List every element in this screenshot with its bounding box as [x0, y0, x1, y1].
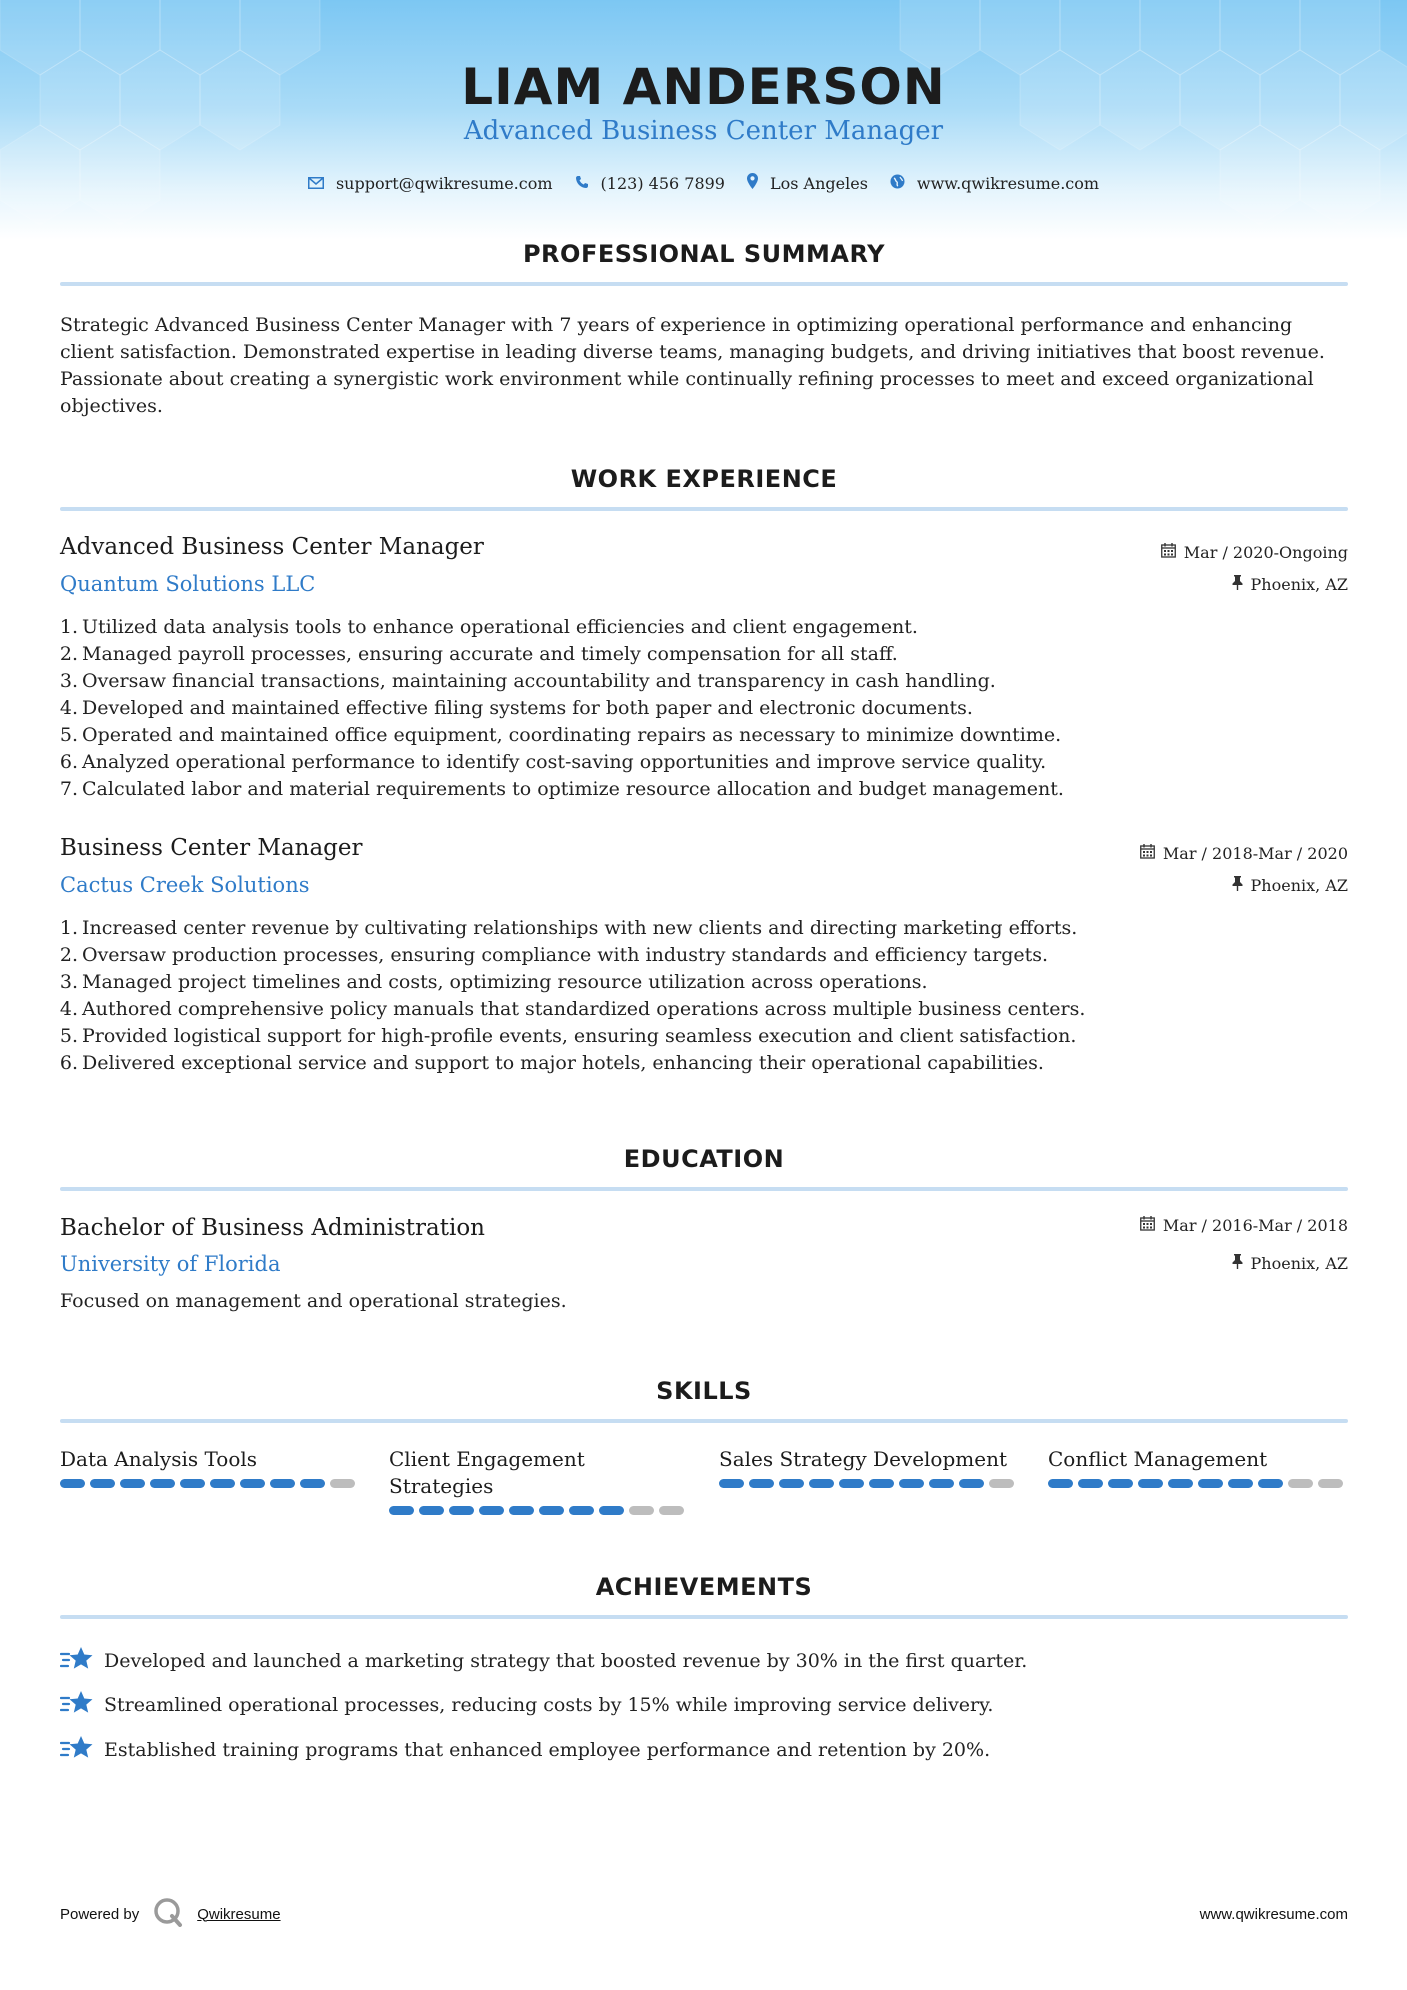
calendar-icon: [1161, 543, 1176, 562]
skill-segment-empty: [330, 1479, 355, 1488]
education-dates: [1140, 1216, 1348, 1235]
skill-segment-filled: [1138, 1479, 1163, 1488]
job-title: Business Center Manager: [60, 835, 363, 861]
education-location: [1232, 1254, 1348, 1273]
contact-bar: [0, 173, 1407, 193]
section-title-skills: SKILLS: [656, 1377, 752, 1405]
calendar-icon: [1140, 1216, 1155, 1235]
list-item: 1. Increased center revenue by cultivating relationships with new clients and directing marketing efforts.: [59, 917, 1078, 939]
star-icon: [60, 1689, 94, 1721]
skill-item: [1048, 1446, 1348, 1488]
skill-segment-filled: [1228, 1479, 1253, 1488]
candidate-title: Advanced Business Center Manager: [463, 116, 944, 146]
section-divider: [60, 1187, 1348, 1191]
skill-segment-filled: [599, 1506, 624, 1515]
pushpin-icon: [1232, 1254, 1243, 1273]
contact-website[interactable]: [890, 174, 1099, 193]
location-text: Los Angeles: [769, 173, 868, 193]
company-name: Cactus Creek Solutions: [60, 873, 310, 897]
brand-link[interactable]: Qwikresume: [197, 1905, 281, 1923]
skill-rating-bar: [1048, 1479, 1348, 1488]
candidate-name: LIAM ANDERSON: [461, 58, 946, 116]
skill-segment-filled: [180, 1479, 205, 1488]
job-location-text: Phoenix, AZ: [1250, 575, 1348, 594]
skill-segment-filled: [749, 1479, 774, 1488]
list-item: 5. Provided logistical support for high-profile events, ensuring seamless execution and client satisfaction.: [59, 1025, 1077, 1047]
job-dates-text: Mar / 2020-Ongoing: [1183, 543, 1348, 562]
achievement-item: [60, 1734, 990, 1766]
skill-segment-filled: [449, 1506, 474, 1515]
skill-segment-filled: [419, 1506, 444, 1515]
skill-segment-filled: [60, 1479, 85, 1488]
job-dates-text: Mar / 2018-Mar / 2020: [1162, 844, 1348, 863]
skill-segment-filled: [210, 1479, 235, 1488]
skill-segment-filled: [240, 1479, 265, 1488]
list-item: 3. Managed project timelines and costs, optimizing resource utilization across operations.: [59, 971, 928, 993]
skill-segment-filled: [150, 1479, 175, 1488]
envelope-icon: [308, 174, 324, 193]
job-location: [1232, 876, 1348, 895]
skill-segment-empty: [989, 1479, 1014, 1488]
education-dates-text: Mar / 2016-Mar / 2018: [1162, 1216, 1348, 1235]
list-item: 5. Operated and maintained office equipment, coordinating repairs as necessary to minimize downtime.: [59, 724, 1062, 746]
skill-segment-filled: [809, 1479, 834, 1488]
section-title-experience: WORK EXPERIENCE: [570, 465, 838, 493]
education-location-text: Phoenix, AZ: [1250, 1254, 1348, 1273]
skill-segment-filled: [779, 1479, 804, 1488]
skill-segment-filled: [300, 1479, 325, 1488]
achievement-text: Streamlined operational processes, reducing costs by 15% while improving service delivery.: [104, 1694, 994, 1716]
job-title: Advanced Business Center Manager: [60, 534, 484, 560]
skill-name: Client Engagement Strategies: [389, 1447, 585, 1498]
company-name: Quantum Solutions LLC: [60, 572, 316, 596]
skill-segment-filled: [1108, 1479, 1133, 1488]
list-item: 2. Managed payroll processes, ensuring accurate and timely compensation for all staff.: [59, 643, 898, 665]
job-dates: [1140, 844, 1348, 863]
list-item: 1. Utilized data analysis tools to enhance operational efficiencies and client engagement.: [59, 616, 918, 638]
section-title-education: EDUCATION: [623, 1145, 785, 1173]
skill-segment-filled: [839, 1479, 864, 1488]
school-name: University of Florida: [60, 1252, 281, 1276]
section-title-summary: PROFESSIONAL SUMMARY: [522, 240, 886, 268]
list-item: 6. Analyzed operational performance to identify cost-saving opportunities and improve service quality.: [59, 751, 1047, 773]
achievement-text: Established training programs that enhanced employee performance and retention by 20%.: [104, 1739, 991, 1761]
job-location: [1232, 575, 1348, 594]
skill-segment-filled: [509, 1506, 534, 1515]
skill-segment-empty: [1318, 1479, 1343, 1488]
skill-segment-filled: [719, 1479, 744, 1488]
contact-location: [747, 173, 868, 193]
skill-segment-empty: [659, 1506, 684, 1515]
skill-segment-filled: [479, 1506, 504, 1515]
skill-rating-bar: [389, 1506, 689, 1515]
section-divider: [60, 282, 1348, 286]
skill-segment-filled: [389, 1506, 414, 1515]
list-item: 3. Oversaw financial transactions, maintaining accountability and transparency in cash handling.: [59, 670, 996, 692]
list-item: 6. Delivered exceptional service and support to major hotels, enhancing their operational capabilities.: [59, 1052, 1044, 1074]
skill-segment-filled: [270, 1479, 295, 1488]
achievement-item: [60, 1645, 1027, 1677]
job-dates: [1161, 543, 1348, 562]
list-item: 2. Oversaw production processes, ensuring compliance with industry standards and efficiency targets.: [59, 944, 1049, 966]
summary-text: Strategic Advanced Business Center Manager with 7 years of experience in optimizing operational performance and enhancing client satisfaction. Demonstrated expertise in leading diverse teams, managing budgets, and driving initiatives that boost revenue. Passionate about creating a synergistic work environment while continually refining processes to meet and exceed organizational objectives.: [60, 314, 1325, 417]
skill-segment-filled: [959, 1479, 984, 1488]
skill-item: [389, 1446, 689, 1515]
job-bullets: [54, 915, 1354, 1077]
skill-item: [60, 1446, 360, 1488]
skill-segment-filled: [539, 1506, 564, 1515]
section-divider: [60, 507, 1348, 511]
skill-name: Conflict Management: [1048, 1447, 1268, 1471]
section-divider: [60, 1419, 1348, 1423]
calendar-icon: [1140, 844, 1155, 863]
education-description: Focused on management and operational strategies.: [60, 1290, 567, 1312]
section-divider: [60, 1615, 1348, 1619]
qwikresume-logo-icon: [153, 1897, 183, 1931]
skill-segment-filled: [899, 1479, 924, 1488]
contact-phone[interactable]: [575, 174, 725, 193]
phone-text: (123) 456 7899: [600, 173, 725, 193]
list-item: 7. Calculated labor and material requirements to optimize resource allocation and budget management.: [59, 778, 1064, 800]
pushpin-icon: [1232, 876, 1243, 895]
footer-powered-by: [60, 1897, 281, 1931]
section-title-achievements: ACHIEVEMENTS: [595, 1573, 813, 1601]
skill-segment-empty: [629, 1506, 654, 1515]
phone-icon: [575, 174, 589, 193]
achievement-item: [60, 1689, 993, 1721]
skill-rating-bar: [719, 1479, 1019, 1488]
skill-rating-bar: [60, 1479, 360, 1488]
skill-segment-filled: [569, 1506, 594, 1515]
powered-by-label: Powered by: [60, 1905, 140, 1923]
website-text: www.qwikresume.com: [916, 173, 1100, 193]
skill-segment-filled: [1168, 1479, 1193, 1488]
footer-website-link[interactable]: www.qwikresume.com: [1199, 1906, 1348, 1923]
skill-item: [719, 1446, 1019, 1488]
skill-name: Sales Strategy Development: [719, 1447, 1007, 1471]
degree-title: Bachelor of Business Administration: [60, 1215, 485, 1241]
star-icon: [60, 1645, 94, 1677]
map-pin-icon: [747, 173, 758, 193]
globe-icon: [890, 174, 905, 193]
skill-segment-filled: [1258, 1479, 1283, 1488]
skill-segment-filled: [1048, 1479, 1073, 1488]
skill-segment-filled: [1198, 1479, 1223, 1488]
skill-segment-filled: [90, 1479, 115, 1488]
skill-name: Data Analysis Tools: [60, 1447, 258, 1471]
skill-segment-empty: [1288, 1479, 1313, 1488]
pushpin-icon: [1232, 575, 1243, 594]
list-item: 4. Developed and maintained effective filing systems for both paper and electronic documents.: [59, 697, 973, 719]
contact-email[interactable]: [308, 174, 553, 193]
star-icon: [60, 1734, 94, 1766]
job-location-text: Phoenix, AZ: [1250, 876, 1348, 895]
skill-segment-filled: [1078, 1479, 1103, 1488]
achievement-text: Developed and launched a marketing strategy that boosted revenue by 30% in the first quarter.: [104, 1650, 1028, 1672]
email-text: support@qwikresume.com: [335, 173, 553, 193]
skill-segment-filled: [929, 1479, 954, 1488]
skill-segment-filled: [120, 1479, 145, 1488]
job-bullets: [54, 614, 1354, 803]
skill-segment-filled: [869, 1479, 894, 1488]
list-item: 4. Authored comprehensive policy manuals that standardized operations across multiple business centers.: [59, 998, 1086, 1020]
